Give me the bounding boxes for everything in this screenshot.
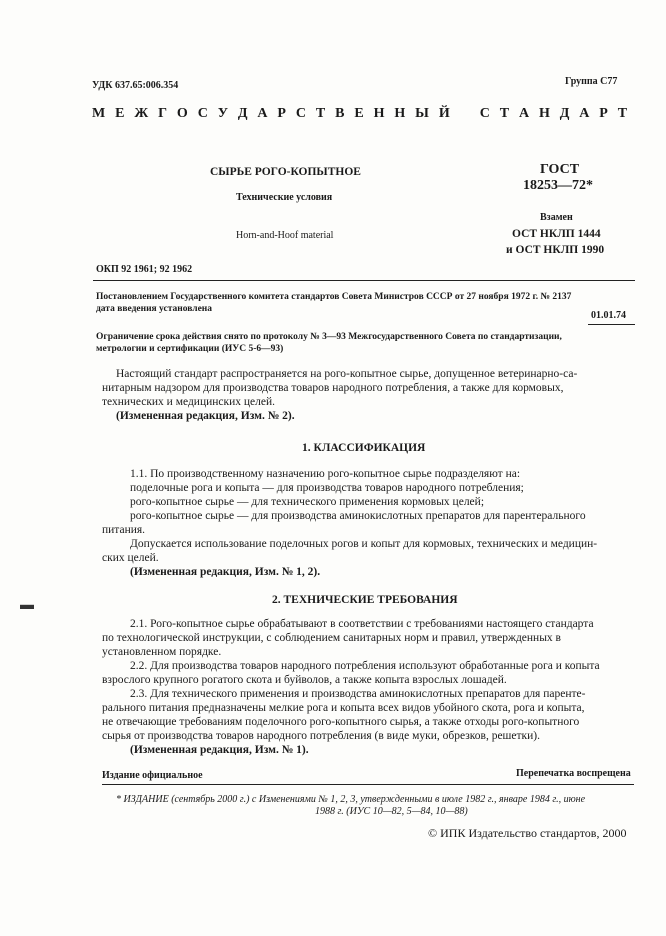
s2-p3-line-3: не отвечающие требованиям поделочного рого-копытного сырья, а также отходы рого-копытного — [102, 716, 580, 728]
limit-line-2: метрологии и сертификации (ИУС 5-6—93) — [96, 344, 284, 354]
gost-number: 18253—72* — [523, 178, 593, 193]
s1-line-1: 1.1. По производственному назначению рого-копытное сырье подразделяют на: — [130, 468, 521, 480]
divider-top — [93, 280, 635, 281]
s1-line-4: рого-копытное сырье — для производства аминокислотных препаратов для парентерального — [130, 510, 586, 522]
replaces-second: и ОСТ НКЛП 1990 — [506, 244, 605, 256]
s2-p1-line-3: установленном порядке. — [102, 646, 222, 658]
section-1-heading: 1. КЛАССИФИКАЦИЯ — [302, 442, 426, 454]
limit-line-1: Ограничение срока действия снято по протоколу № 3—93 Межгосударственного Совета по стандартизации, — [96, 332, 562, 342]
intro-line-1: Настоящий стандарт распространяется на рого-копытное сырье, допущенное ветеринарно-са- — [116, 368, 578, 380]
replaces-first: ОСТ НКЛП 1444 — [512, 228, 601, 240]
decree-line-1: Постановлением Государственного комитета стандартов Совета Министров СССР от 27 ноября 1972 г. № 2137 — [96, 292, 572, 302]
date-underline — [588, 324, 635, 325]
group-code: Группа С77 — [565, 76, 618, 87]
edition-note-1: * ИЗДАНИЕ (сентябрь 2000 г.) с Изменениями № 1, 2, 3, утвержденными в июле 1982 г., январе 1984 г., июне — [116, 794, 586, 805]
introduction-date: 01.01.74 — [591, 310, 626, 321]
reprint-prohibited: Перепечатка воспрещена — [516, 768, 631, 779]
s2-edit-note: (Измененная редакция, Изм. № 1). — [130, 744, 309, 756]
title-english: Horn-and-Hoof material — [236, 230, 334, 241]
intro-edit-note: (Измененная редакция, Изм. № 2). — [116, 410, 295, 422]
s2-p3-line-1: 2.3. Для технического применения и производства аминокислотных препаратов для парентe- — [130, 688, 586, 700]
udk-code: УДК 637.65:006.354 — [92, 80, 179, 91]
gost-label: ГОСТ — [540, 162, 580, 177]
intro-line-3: технических и медицинских целей. — [102, 396, 276, 408]
s2-p2-line-2: взрослого крупного рогатого скота и буйволов, а также копыта взрослых лошадей. — [102, 674, 507, 686]
s1-line-6: Допускается использование поделочных рогов и копыт для кормовых, технических и медицин- — [130, 538, 598, 550]
section-2-heading: 2. ТЕХНИЧЕСКИЕ ТРЕБОВАНИЯ — [272, 594, 458, 606]
s2-p1-line-1: 2.1. Рого-копытное сырье обрабатывают в соответствии с требованиями настоящего стандарта — [130, 618, 594, 630]
standard-banner: М Е Ж Г О С У Д А Р С Т В Е Н Н Ы Й С Т А Н Д А Р Т — [92, 106, 631, 121]
document-title: СЫРЬЕ РОГО-КОПЫТНОЕ — [210, 166, 361, 178]
s1-line-5: питания. — [102, 524, 146, 536]
copyright: © ИПК Издательство стандартов, 2000 — [428, 826, 627, 840]
s1-line-2: поделочные рога и копыта — для производства товаров народного потребления; — [130, 482, 524, 494]
s2-p3-line-4: сырья от производства товаров народного потребления (в виде муки, обрезков, решетки). — [102, 730, 540, 742]
s1-line-7: ских целей. — [102, 552, 159, 564]
s1-line-3: рого-копытное сырье — для технического применения кормовых целей; — [130, 496, 485, 508]
official-edition: Издание официальное — [102, 770, 203, 781]
document-subtitle: Технические условия — [236, 192, 333, 203]
s1-edit-note: (Измененная редакция, Изм. № 1, 2). — [130, 566, 321, 578]
s2-p1-line-2: по технологической инструкции, с соблюдением санитарных норм и правил, утвержденных в — [102, 632, 561, 644]
divider-footer — [102, 784, 634, 785]
s2-p2-line-1: 2.2. Для производства товаров народного потребления используют обработанные рога и копыта — [130, 660, 600, 672]
okp-code: ОКП 92 1961; 92 1962 — [96, 264, 193, 275]
margin-mark: ▬ — [20, 598, 34, 613]
intro-line-2: нитарным надзором для производства товаров народного потребления, а также для кормовых, — [102, 382, 564, 394]
edition-note-2: 1988 г. (ИУС 10—82, 5—84, 10—88) — [315, 806, 468, 817]
s2-p3-line-2: рального питания предназначены мелкие рога и копыта всех видов убойного скота, рога и копыта, — [102, 702, 585, 714]
replaces-label: Взамен — [540, 212, 573, 223]
decree-line-2: дата введения установлена — [96, 304, 213, 314]
